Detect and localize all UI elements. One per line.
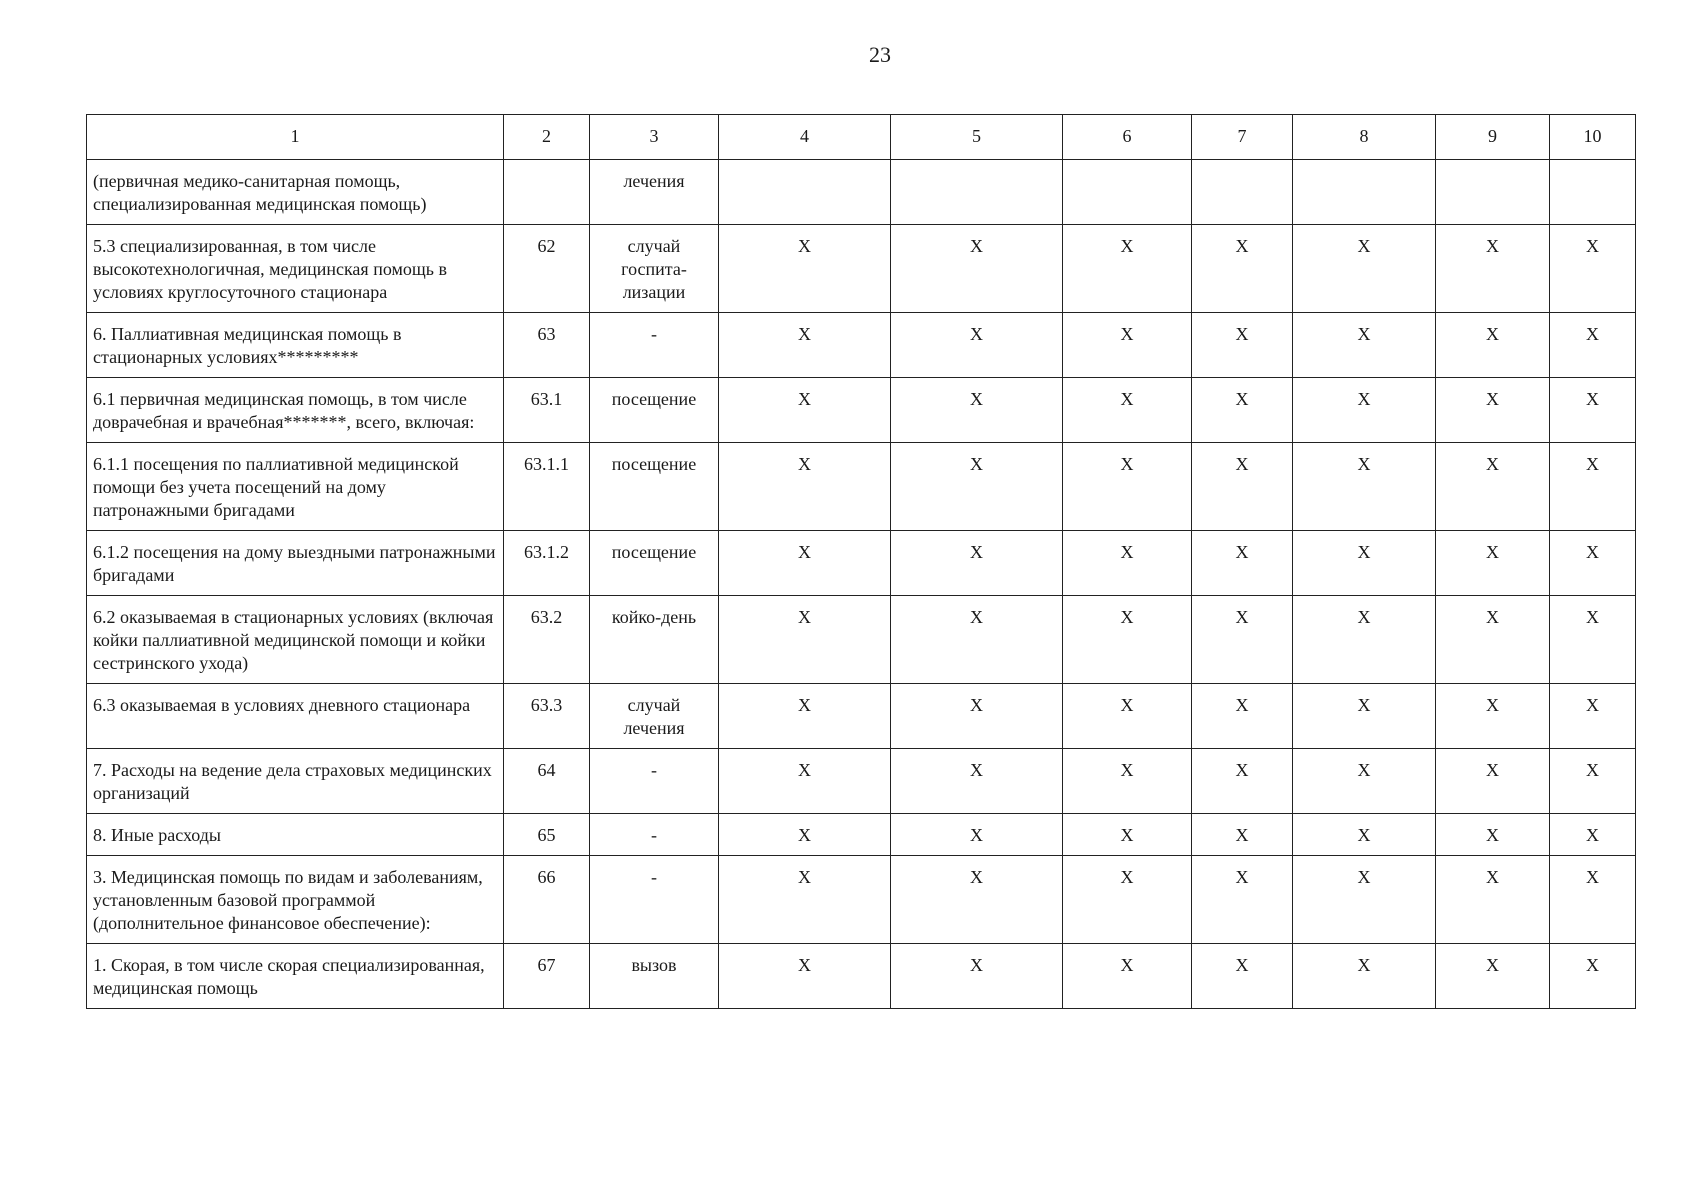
row-name-cell: 6.1.1 посещения по паллиативной медицинской помощи без учета посещений на дому патронажными бригадами — [87, 443, 504, 531]
table-cell: X — [719, 749, 891, 814]
table-cell: X — [1063, 856, 1192, 944]
table-cell — [1550, 160, 1636, 225]
table-cell — [891, 160, 1063, 225]
table-cell: X — [719, 378, 891, 443]
column-header: 7 — [1192, 115, 1293, 160]
row-code-cell — [504, 160, 590, 225]
table-cell: X — [1063, 443, 1192, 531]
table-cell: X — [1293, 378, 1436, 443]
row-unit-cell: - — [590, 313, 719, 378]
row-code-cell: 67 — [504, 944, 590, 1009]
table-cell: X — [1293, 749, 1436, 814]
table-cell: X — [891, 814, 1063, 856]
column-header: 6 — [1063, 115, 1192, 160]
table-cell: X — [1550, 814, 1636, 856]
row-unit-cell: посещение — [590, 531, 719, 596]
table-cell: X — [1192, 443, 1293, 531]
table-cell: X — [1436, 944, 1550, 1009]
table-cell: X — [1550, 443, 1636, 531]
table-cell: X — [1550, 378, 1636, 443]
table-cell — [1063, 160, 1192, 225]
page-number: 23 — [869, 42, 891, 67]
table-row — [87, 160, 1636, 225]
table-cell: X — [1550, 856, 1636, 944]
table-cell: X — [1293, 313, 1436, 378]
table-cell: X — [1293, 944, 1436, 1009]
table-cell: X — [1436, 814, 1550, 856]
row-name-cell: 6.1.2 посещения на дому выездными патронажными бригадами — [87, 531, 504, 596]
table-row — [87, 684, 1636, 749]
table-cell: X — [1063, 749, 1192, 814]
table-cell: X — [1063, 944, 1192, 1009]
table-row — [87, 596, 1636, 684]
column-header: 10 — [1550, 115, 1636, 160]
table-cell: X — [1192, 684, 1293, 749]
table-cell: X — [891, 378, 1063, 443]
table-cell: X — [1436, 225, 1550, 313]
table-row — [87, 531, 1636, 596]
table-cell: X — [1550, 749, 1636, 814]
row-code-cell: 64 — [504, 749, 590, 814]
row-unit-cell: случай госпита-лизации — [590, 225, 719, 313]
table-cell: X — [1063, 378, 1192, 443]
table-cell: X — [1550, 225, 1636, 313]
row-code-cell: 63.1.2 — [504, 531, 590, 596]
table-row — [87, 856, 1636, 944]
table-cell: X — [1293, 684, 1436, 749]
table-cell: X — [1436, 684, 1550, 749]
table-cell: X — [891, 944, 1063, 1009]
table-cell: X — [891, 313, 1063, 378]
table-row — [87, 944, 1636, 1009]
table-cell: X — [1063, 531, 1192, 596]
row-unit-cell: посещение — [590, 443, 719, 531]
data-table — [86, 114, 1636, 1009]
table-cell: X — [1436, 378, 1550, 443]
table-cell — [1436, 160, 1550, 225]
row-unit-cell: койко-день — [590, 596, 719, 684]
table-cell: X — [891, 856, 1063, 944]
column-header: 2 — [504, 115, 590, 160]
row-name-cell: (первичная медико-санитарная помощь, специализированная медицинская помощь) — [87, 160, 504, 225]
row-code-cell: 65 — [504, 814, 590, 856]
table-cell: X — [891, 749, 1063, 814]
column-header: 1 — [87, 115, 504, 160]
table-cell: X — [891, 531, 1063, 596]
table-cell: X — [1550, 313, 1636, 378]
table-cell: X — [1192, 814, 1293, 856]
row-unit-cell: - — [590, 814, 719, 856]
table-cell: X — [719, 814, 891, 856]
table-cell: X — [719, 313, 891, 378]
column-header: 9 — [1436, 115, 1550, 160]
row-code-cell: 63.2 — [504, 596, 590, 684]
row-name-cell: 7. Расходы на ведение дела страховых медицинских организаций — [87, 749, 504, 814]
table-cell: X — [1550, 531, 1636, 596]
row-code-cell: 63.1.1 — [504, 443, 590, 531]
table-cell: X — [1436, 531, 1550, 596]
table-cell: X — [1293, 814, 1436, 856]
row-name-cell: 8. Иные расходы — [87, 814, 504, 856]
table-cell: X — [1192, 225, 1293, 313]
table-cell: X — [1063, 225, 1192, 313]
table-row — [87, 225, 1636, 313]
table-cell: X — [1436, 856, 1550, 944]
table-cell: X — [1436, 596, 1550, 684]
table-row — [87, 443, 1636, 531]
table-header-row — [87, 115, 1636, 160]
row-unit-cell: случай лечения — [590, 684, 719, 749]
row-name-cell: 5.3 специализированная, в том числе высокотехнологичная, медицинская помощь в условиях круглосуточного стационара — [87, 225, 504, 313]
table-cell: X — [1192, 378, 1293, 443]
table-cell: X — [1436, 443, 1550, 531]
table-cell: X — [891, 443, 1063, 531]
table-cell: X — [1192, 856, 1293, 944]
column-header: 8 — [1293, 115, 1436, 160]
row-code-cell: 62 — [504, 225, 590, 313]
table-cell — [1293, 160, 1436, 225]
table-cell: X — [1293, 443, 1436, 531]
table-cell: X — [1192, 944, 1293, 1009]
row-name-cell: 3. Медицинская помощь по видам и заболеваниям, установленным базовой программой (дополнительное финансовое обеспечение): — [87, 856, 504, 944]
row-code-cell: 63 — [504, 313, 590, 378]
table-cell: X — [891, 596, 1063, 684]
table-cell: X — [719, 225, 891, 313]
table-cell: X — [719, 531, 891, 596]
table-cell: X — [1293, 225, 1436, 313]
table-cell: X — [1293, 531, 1436, 596]
row-unit-cell: - — [590, 856, 719, 944]
row-unit-cell: - — [590, 749, 719, 814]
table-cell: X — [1063, 684, 1192, 749]
table-cell: X — [1063, 313, 1192, 378]
table-cell: X — [719, 684, 891, 749]
table-cell: X — [1550, 596, 1636, 684]
row-unit-cell: лечения — [590, 160, 719, 225]
table-cell: X — [891, 225, 1063, 313]
table-cell: X — [719, 944, 891, 1009]
table-row — [87, 749, 1636, 814]
table-cell: X — [1192, 749, 1293, 814]
row-code-cell: 63.1 — [504, 378, 590, 443]
table-cell: X — [1063, 596, 1192, 684]
table-cell — [1192, 160, 1293, 225]
column-header: 3 — [590, 115, 719, 160]
row-name-cell: 1. Скорая, в том числе скорая специализированная, медицинская помощь — [87, 944, 504, 1009]
table-row — [87, 814, 1636, 856]
table-cell: X — [1293, 856, 1436, 944]
column-header: 4 — [719, 115, 891, 160]
table-cell: X — [1436, 749, 1550, 814]
row-unit-cell: посещение — [590, 378, 719, 443]
row-name-cell: 6.3 оказываемая в условиях дневного стационара — [87, 684, 504, 749]
table-cell: X — [719, 856, 891, 944]
table-cell: X — [719, 596, 891, 684]
row-name-cell: 6. Паллиативная медицинская помощь в стационарных условиях********* — [87, 313, 504, 378]
row-name-cell: 6.1 первичная медицинская помощь, в том числе доврачебная и врачебная*******, всего, включая: — [87, 378, 504, 443]
table-row — [87, 313, 1636, 378]
table-cell: X — [1550, 944, 1636, 1009]
table-row — [87, 378, 1636, 443]
table-cell: X — [1063, 814, 1192, 856]
table-cell: X — [1192, 313, 1293, 378]
row-code-cell: 63.3 — [504, 684, 590, 749]
table-cell: X — [891, 684, 1063, 749]
table-cell: X — [1192, 596, 1293, 684]
column-header: 5 — [891, 115, 1063, 160]
row-unit-cell: вызов — [590, 944, 719, 1009]
row-code-cell: 66 — [504, 856, 590, 944]
table-cell — [719, 160, 891, 225]
table-cell: X — [719, 443, 891, 531]
row-name-cell: 6.2 оказываемая в стационарных условиях (включая койки паллиативной медицинской помощи и койки сестринского ухода) — [87, 596, 504, 684]
table-cell: X — [1192, 531, 1293, 596]
table-cell: X — [1293, 596, 1436, 684]
table-cell: X — [1550, 684, 1636, 749]
table-cell: X — [1436, 313, 1550, 378]
